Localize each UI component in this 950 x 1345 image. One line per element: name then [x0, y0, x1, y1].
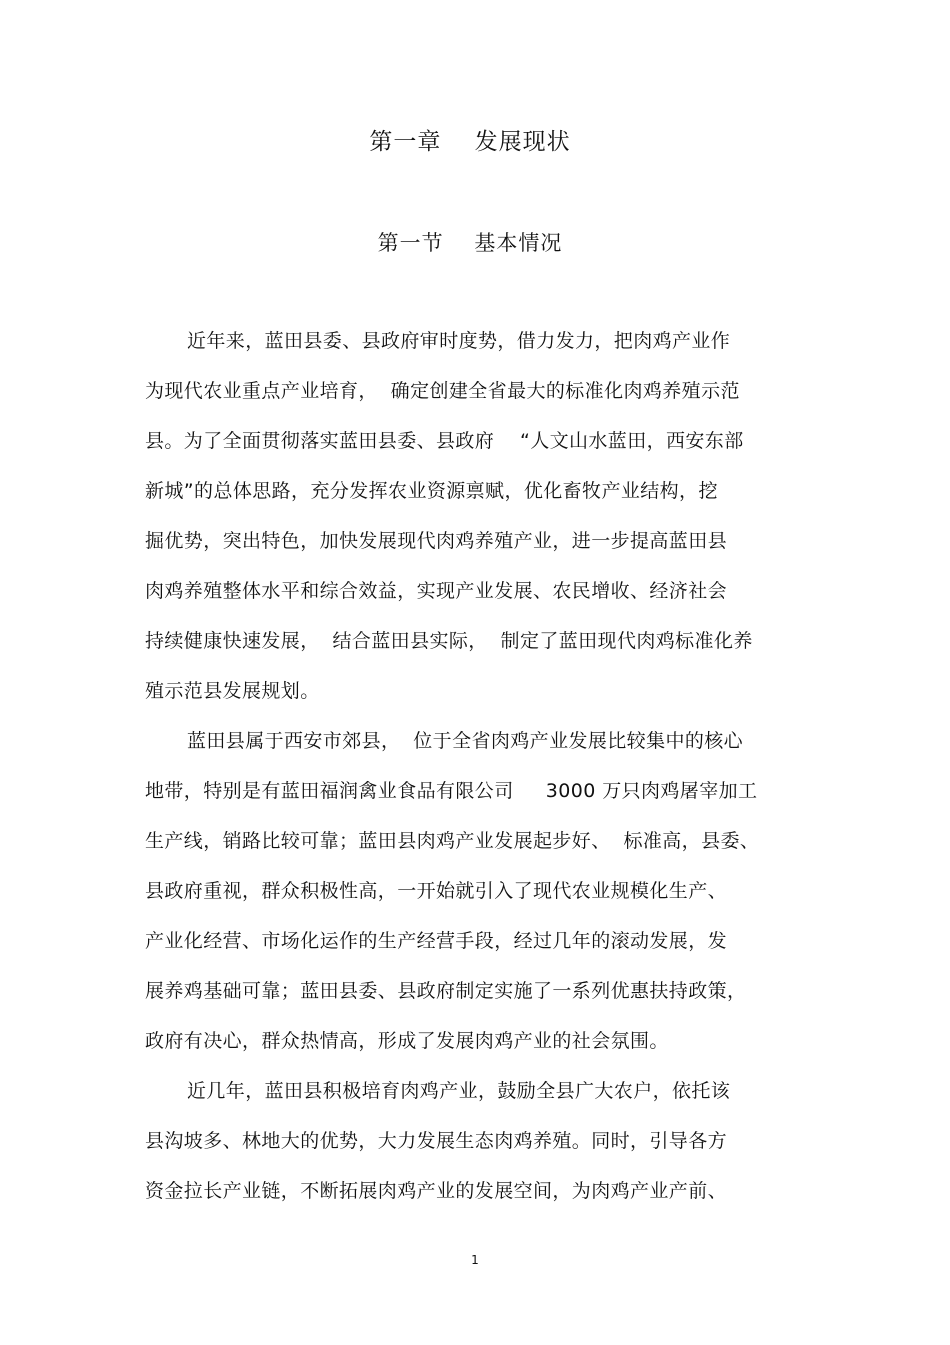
- text-line: 近年来，蓝田县委、县政府审时度势，借力发力，把肉鸡产业作: [187, 330, 731, 352]
- text-line: 县。为了全面贯彻落实蓝田县委、县政府 “人文山水蓝田，西安东部: [145, 430, 744, 452]
- text-line: 展养鸡基础可靠；蓝田县委、县政府制定实施了一系列优惠扶持政策，: [145, 980, 747, 1002]
- section-title: 第一节 基本情况: [377, 231, 563, 255]
- page-number: 1: [471, 1253, 479, 1267]
- text-line: 政府有决心，群众热情高，形成了发展肉鸡产业的社会氛围。: [145, 1030, 669, 1052]
- chapter-title: 第一章 发展现状: [369, 129, 571, 155]
- text-line: 新城”的总体思路，充分发挥农业资源禀赋，优化畜牧产业结构，挖: [145, 480, 718, 502]
- text-line: 殖示范县发展规划。: [145, 680, 320, 702]
- text-line: 蓝田县属于西安市郊县， 位于全省肉鸡产业发展比较集中的核心: [187, 730, 744, 752]
- text-line: 资金拉长产业链，不断拓展肉鸡产业的发展空间，为肉鸡产业产前、: [145, 1180, 728, 1202]
- text-line: 近几年，蓝田县积极培育肉鸡产业，鼓励全县广大农户，依托该: [187, 1080, 731, 1102]
- text-line: 县政府重视，群众积极性高，一开始就引入了现代农业规模化生产、: [145, 880, 728, 902]
- text-line: 地带，特别是有蓝田福润禽业食品有限公司 3000 万只肉鸡屠宰加工: [145, 780, 758, 802]
- text-line: 县沟坡多、林地大的优势，大力发展生态肉鸡养殖。同时，引导各方: [145, 1130, 728, 1152]
- text-line: 掘优势，突出特色，加快发展现代肉鸡养殖产业，进一步提高蓝田县: [145, 530, 728, 552]
- text-line: 产业化经营、市场化运作的生产经营手段，经过几年的滚动发展，发: [145, 930, 728, 952]
- text-line: 为现代农业重点产业培育， 确定创建全省最大的标准化肉鸡养殖示范: [145, 380, 740, 402]
- text-line: 肉鸡养殖整体水平和综合效益，实现产业发展、农民增收、经济社会: [145, 580, 728, 602]
- text-line: 持续健康快速发展， 结合蓝田县实际， 制定了蓝田现代肉鸡标准化养: [145, 630, 753, 652]
- text-line: 生产线，销路比较可靠；蓝田县肉鸡产业发展起步好、 标准高，县委、: [145, 830, 760, 852]
